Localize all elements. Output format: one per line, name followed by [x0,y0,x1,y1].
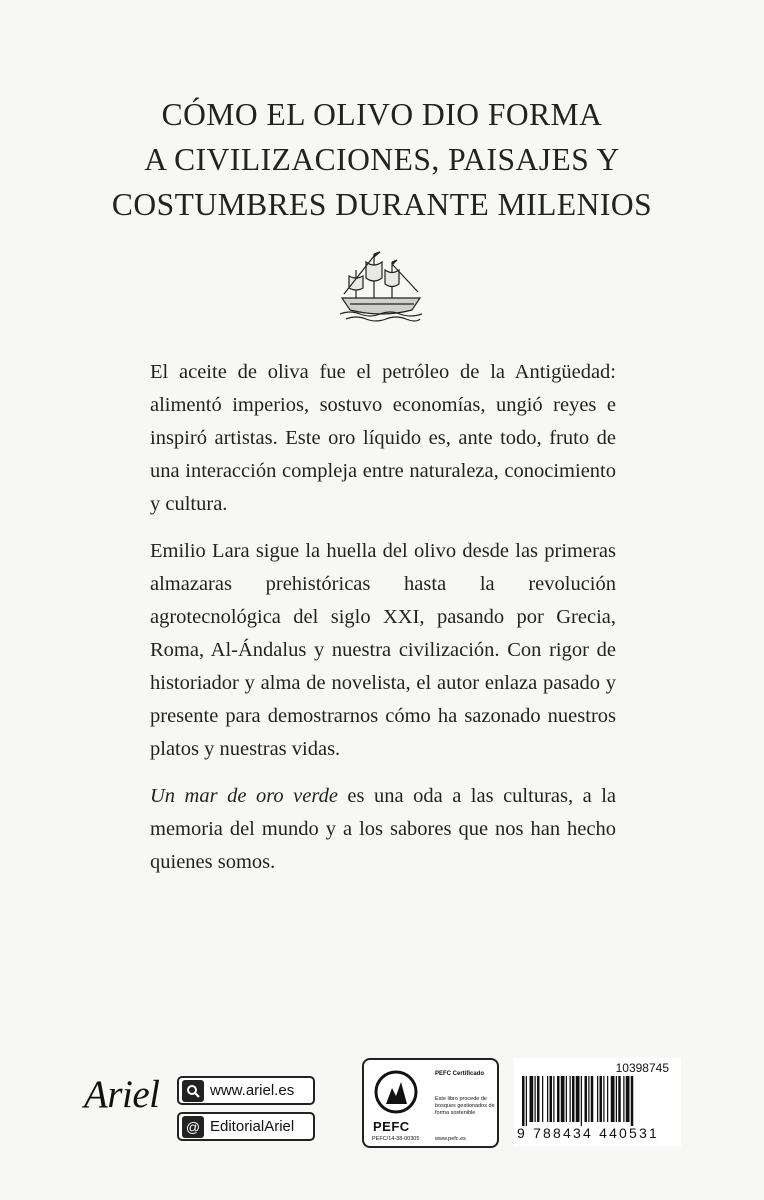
barcode-bar [570,1076,571,1122]
barcode-bar [585,1076,588,1122]
barcode-bar [626,1076,630,1122]
barcode-bar [572,1076,575,1122]
barcode-bar [581,1076,582,1126]
barcode-bar [535,1076,536,1122]
isbn-barcode [514,1058,681,1146]
pefc-wordmark: PEFC [373,1119,410,1134]
book-title-italic: Un mar de oro verde [150,785,338,807]
pefc-description: Este libro procede de bosques gestionados de forma sostenible [435,1096,495,1116]
headline-line-1: CÓMO EL OLIVO DIO FORMA [161,97,603,132]
barcode-bar [542,1076,543,1122]
barcode-bar [611,1076,615,1122]
website-link[interactable] [177,1076,315,1105]
barcode-bar [566,1076,567,1122]
barcode-bar [591,1076,594,1122]
pefc-url: www.pefc.es [435,1136,466,1142]
pefc-code: PEFC/14-38-00305 [372,1136,420,1142]
barcode-bar [550,1076,553,1122]
back-cover-blurb [150,356,616,893]
barcode-bar [607,1076,608,1122]
barcode-reference-number: 10398745 [615,1061,669,1075]
at-icon: @ [182,1116,204,1138]
barcode-bar [526,1076,527,1126]
blurb-paragraph-2: Emilio Lara sigue la huella del olivo desde las primeras almazaras prehistóricas hasta la revolución agrotecnológica del siglo XXI, pasando por Grecia, Roma, Al-Ándalus y nuestra civilización. Con rigor de historiador y alma de novelista, el autor enlaza pasado y presente para demostrarnos cómo ha sazonado nuestros platos y nuestras vidas. [150,540,616,760]
barcode-bar [561,1076,565,1122]
barcode-bar [618,1076,621,1122]
pefc-certification-badge [362,1058,499,1148]
pefc-certified-label: PEFC Certificado [435,1071,485,1077]
barcode-bar [547,1076,548,1122]
publisher-logo: Ariel [84,1073,160,1116]
blurb-paragraph-3 [150,780,616,879]
barcode-bar [623,1076,624,1122]
barcode-bar [537,1076,540,1122]
barcode-bars [522,1076,674,1126]
barcode-bar [597,1076,598,1122]
barcode-bar [530,1076,534,1122]
headline-line-2: A CIVILIZACIONES, PAISAJES Y [144,142,620,177]
isbn-digits: 9 788434 440531 [517,1125,659,1141]
website-label: www.ariel.es [210,1082,295,1099]
barcode-bar [522,1076,525,1126]
social-handle-label: EditorialAriel [210,1118,295,1135]
headline-line-3: COSTUMBRES DURANTE MILENIOS [111,187,653,222]
social-handle-link[interactable] [177,1112,315,1141]
barcode-bar [576,1076,580,1122]
blurb-paragraph-1: El aceite de oliva fue el petróleo de la Antigüedad: alimentó imperios, sostuvo economías, ungió reyes e inspiró artistas. Este oro líquido es, ante todo, fruto de una interacción compleja entre naturaleza, conocimiento y cultura. [150,361,616,515]
blurb-paragraph-3-text: es una oda a las culturas, a la memoria del mundo y a los sabores que nos han hecho quienes somos. [150,785,616,873]
pefc-tree-icon [374,1070,418,1122]
barcode-bar [588,1076,589,1122]
sailing-ship-icon [336,248,426,326]
barcode-bar [603,1076,604,1122]
barcode-bar [616,1076,617,1122]
barcode-bar [631,1076,634,1126]
barcode-bar [600,1076,603,1122]
barcode-bar [557,1076,560,1122]
search-icon [182,1080,204,1102]
barcode-bar [553,1076,554,1122]
cover-headline [0,92,764,227]
